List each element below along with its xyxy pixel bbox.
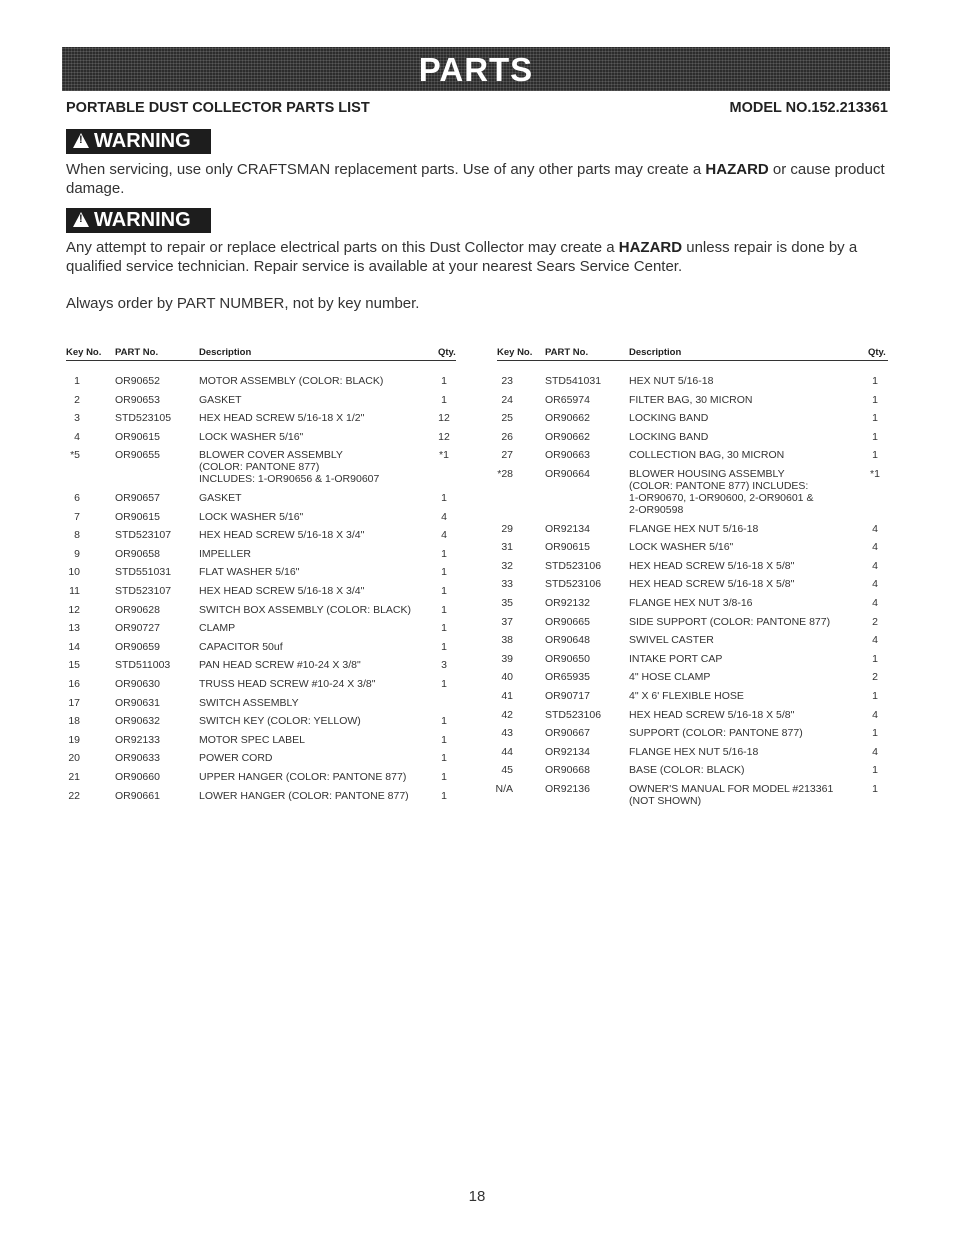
part-number: STD541031 xyxy=(545,375,602,387)
part-description: LOCKING BAND xyxy=(629,430,709,443)
part-number: OR90615 xyxy=(115,510,160,523)
part-description: LOCK WASHER 5/16" xyxy=(199,510,304,523)
part-number: OR90664 xyxy=(545,468,590,480)
quantity: 12 xyxy=(438,430,450,443)
key-number: *28 xyxy=(497,468,513,480)
key-number: 7 xyxy=(74,510,80,523)
part-description: HEX HEAD SCREW 5/16-18 X 5/8" xyxy=(629,578,795,591)
quantity: 4 xyxy=(872,745,878,758)
left-header-rule xyxy=(66,360,456,361)
part-number: OR90667 xyxy=(545,727,590,740)
quantity: 1 xyxy=(441,789,447,802)
key-number: 32 xyxy=(501,559,513,572)
left-header-key: Key No. xyxy=(66,347,102,358)
key-number: 37 xyxy=(501,615,513,628)
key-number: 22 xyxy=(68,789,80,802)
quantity: 1 xyxy=(441,771,447,783)
part-number: OR90662 xyxy=(545,412,590,425)
quantity: 1 xyxy=(441,375,447,387)
part-number: OR90655 xyxy=(115,449,160,462)
part-description: LOWER HANGER (COLOR: PANTONE 877) xyxy=(199,789,409,802)
quantity: 1 xyxy=(441,715,447,728)
quantity: 12 xyxy=(438,412,450,425)
key-number: 10 xyxy=(68,566,80,579)
quantity: 1 xyxy=(441,492,447,504)
part-description: BLOWER HOUSING ASSEMBLY xyxy=(629,468,785,480)
part-number: OR90660 xyxy=(115,771,160,783)
part-description: SIDE SUPPORT (COLOR: PANTONE 877) xyxy=(629,615,831,628)
left-header-qty: Qty. xyxy=(438,347,456,358)
part-number: OR90631 xyxy=(115,696,160,709)
part-number: OR92136 xyxy=(545,783,590,795)
part-number: OR92134 xyxy=(545,522,590,535)
part-description: FLANGE HEX NUT 5/16-18 xyxy=(629,745,759,758)
part-number: OR90628 xyxy=(115,603,160,616)
key-number: 18 xyxy=(68,715,80,728)
part-number: OR90662 xyxy=(545,430,590,443)
right-header-key: Key No. xyxy=(497,347,533,358)
key-number: 13 xyxy=(68,622,80,635)
part-description: HEX HEAD SCREW 5/16-18 X 5/8" xyxy=(629,708,795,721)
part-number: OR90653 xyxy=(115,393,160,406)
quantity: 1 xyxy=(441,585,447,597)
quantity: 4 xyxy=(872,634,878,647)
left-header-description: Description xyxy=(199,347,252,358)
page-number: 18 xyxy=(468,1188,486,1205)
quantity: 2 xyxy=(872,615,878,628)
quantity: 1 xyxy=(872,393,878,406)
part-number: STD523106 xyxy=(545,559,602,572)
quantity: 1 xyxy=(441,752,447,765)
quantity: 1 xyxy=(441,547,447,560)
key-number: 21 xyxy=(68,771,80,783)
key-number: 23 xyxy=(501,375,513,387)
key-number: 3 xyxy=(74,412,80,425)
right-header-description: Description xyxy=(629,347,682,358)
key-number: 1 xyxy=(74,375,80,387)
part-description: SWITCH ASSEMBLY xyxy=(199,696,299,709)
key-number: *5 xyxy=(70,449,80,462)
key-number: 8 xyxy=(74,529,80,542)
parts-banner xyxy=(62,47,890,91)
part-number: STD523107 xyxy=(115,529,172,542)
part-number: OR90717 xyxy=(545,690,590,702)
warning-text-1 xyxy=(66,160,896,198)
part-description: OWNER'S MANUAL FOR MODEL #213361 xyxy=(629,783,834,795)
part-description: UPPER HANGER (COLOR: PANTONE 877) xyxy=(199,771,407,783)
key-number: 15 xyxy=(68,659,80,672)
key-number: 2 xyxy=(74,393,80,406)
part-number: OR90657 xyxy=(115,492,160,504)
part-description: MOTOR SPEC LABEL xyxy=(199,733,306,746)
right-header-qty: Qty. xyxy=(868,347,886,358)
part-description: 1-OR90670, 1-OR90600, 2-OR90601 & xyxy=(629,492,814,504)
part-description: COLLECTION BAG, 30 MICRON xyxy=(629,449,785,462)
warning-triangle-icon xyxy=(73,212,89,227)
warning-text-part: unless repair is done by a qualified service technician. Repair service is available at your nearest Sears Service Center. xyxy=(66,239,858,275)
part-number: OR90652 xyxy=(115,375,160,387)
warning-triangle-icon xyxy=(73,133,89,148)
quantity: 4 xyxy=(872,708,878,721)
part-number: OR90615 xyxy=(545,541,590,554)
part-description: CLAMP xyxy=(199,622,236,635)
warning-badge-1 xyxy=(66,129,211,154)
key-number: 24 xyxy=(501,393,513,406)
part-number: OR90632 xyxy=(115,715,160,728)
quantity: 1 xyxy=(441,640,447,653)
part-description: HEX HEAD SCREW 5/16-18 X 3/4" xyxy=(199,529,365,542)
part-number: STD511003 xyxy=(115,659,171,672)
part-description: HEX HEAD SCREW 5/16-18 X 3/4" xyxy=(199,585,365,597)
part-description: IMPELLER xyxy=(199,547,251,560)
right-header-rule xyxy=(497,360,888,361)
part-description: HEX HEAD SCREW 5/16-18 X 1/2" xyxy=(199,412,365,425)
quantity: 4 xyxy=(441,529,447,542)
key-number: 31 xyxy=(501,541,513,554)
quantity: 1 xyxy=(441,566,447,579)
key-number: 38 xyxy=(501,634,513,647)
part-description: FLANGE HEX NUT 3/8-16 xyxy=(629,597,753,609)
part-description: PAN HEAD SCREW #10-24 X 3/8" xyxy=(199,659,361,672)
hazard-emphasis: HAZARD xyxy=(618,239,683,256)
part-number: OR90650 xyxy=(545,652,590,665)
part-description: INTAKE PORT CAP xyxy=(629,652,723,665)
quantity: 1 xyxy=(872,652,878,665)
quantity: 1 xyxy=(872,783,878,795)
warning-text-part: When servicing, use only CRAFTSMAN replacement parts. Use of any other parts may create a xyxy=(66,161,706,178)
warning-text-2 xyxy=(66,238,896,276)
quantity: 1 xyxy=(441,678,447,690)
warning-text-part: or cause product damage. xyxy=(66,161,885,197)
part-description: 4" X 6' FLEXIBLE HOSE xyxy=(629,690,744,702)
part-description: BLOWER COVER ASSEMBLY xyxy=(199,449,343,462)
key-number: 29 xyxy=(501,522,513,535)
quantity: 1 xyxy=(872,727,878,740)
quantity: 4 xyxy=(872,578,878,591)
part-number: OR92133 xyxy=(115,733,160,746)
quantity: 2 xyxy=(872,671,878,684)
part-number: STD523105 xyxy=(115,412,172,425)
part-number: OR90661 xyxy=(115,789,160,802)
key-number: N/A xyxy=(495,783,513,795)
quantity: 1 xyxy=(441,603,447,616)
part-description: (NOT SHOWN) xyxy=(629,795,702,807)
quantity: 1 xyxy=(441,393,447,406)
part-description: GASKET xyxy=(199,492,242,504)
key-number: 19 xyxy=(68,733,80,746)
part-number: OR65974 xyxy=(545,393,590,406)
quantity: 1 xyxy=(872,449,878,462)
part-description: FLANGE HEX NUT 5/16-18 xyxy=(629,522,759,535)
part-description: 2-OR90598 xyxy=(629,504,684,516)
part-description: BASE (COLOR: BLACK) xyxy=(629,764,745,777)
key-number: 14 xyxy=(68,640,80,653)
key-number: 25 xyxy=(501,412,513,425)
banner-title: PARTS xyxy=(418,51,534,88)
part-number: STD523107 xyxy=(115,585,172,597)
quantity: 4 xyxy=(872,597,878,609)
part-description: FLAT WASHER 5/16" xyxy=(199,566,300,579)
part-number: STD523106 xyxy=(545,578,602,591)
part-number: OR90658 xyxy=(115,547,160,560)
quantity: 4 xyxy=(441,510,447,523)
part-description: FILTER BAG, 30 MICRON xyxy=(629,393,753,406)
key-number: 11 xyxy=(69,585,80,597)
hazard-emphasis: HAZARD xyxy=(705,161,769,178)
part-description: LOCK WASHER 5/16" xyxy=(629,541,734,554)
quantity: 1 xyxy=(441,733,447,746)
part-description: LOCKING BAND xyxy=(629,412,709,425)
quantity: 4 xyxy=(872,559,878,572)
part-number: STD523106 xyxy=(545,708,602,721)
part-description: INCLUDES: 1-OR90656 & 1-OR90607 xyxy=(199,473,380,486)
part-description: LOCK WASHER 5/16" xyxy=(199,430,304,443)
quantity: 4 xyxy=(872,522,878,535)
quantity: 3 xyxy=(441,659,447,672)
key-number: 27 xyxy=(501,449,513,462)
model-number: MODEL NO.152.213361 xyxy=(729,100,888,116)
part-number: OR92134 xyxy=(545,745,590,758)
part-description: (COLOR: PANTONE 877) INCLUDES: xyxy=(629,480,809,492)
part-description: HEX HEAD SCREW 5/16-18 X 5/8" xyxy=(629,559,795,572)
key-number: 35 xyxy=(501,597,513,609)
key-number: 16 xyxy=(68,678,80,690)
part-description: 4" HOSE CLAMP xyxy=(629,671,711,684)
key-number: 9 xyxy=(74,547,80,560)
key-number: 43 xyxy=(501,727,513,740)
part-number: OR90659 xyxy=(115,640,160,653)
warning-label: WARNING xyxy=(94,130,191,152)
quantity: *1 xyxy=(870,468,880,480)
part-number: OR90727 xyxy=(115,622,160,635)
quantity: 1 xyxy=(872,430,878,443)
part-description: SWIVEL CASTER xyxy=(629,634,714,647)
quantity: 1 xyxy=(872,690,878,702)
quantity: 1 xyxy=(872,764,878,777)
part-number: OR90615 xyxy=(115,430,160,443)
quantity: *1 xyxy=(439,449,449,462)
key-number: 44 xyxy=(501,745,513,758)
left-header-part: PART No. xyxy=(115,347,159,358)
key-number: 33 xyxy=(501,578,513,591)
key-number: 40 xyxy=(501,671,513,684)
key-number: 41 xyxy=(501,690,513,702)
key-number: 45 xyxy=(501,764,513,777)
part-description: GASKET xyxy=(199,393,242,406)
part-description: TRUSS HEAD SCREW #10-24 X 3/8" xyxy=(199,678,376,690)
key-number: 4 xyxy=(74,430,80,443)
part-description: SWITCH KEY (COLOR: YELLOW) xyxy=(199,715,361,728)
key-number: 17 xyxy=(68,696,80,709)
part-number: OR90665 xyxy=(545,615,590,628)
warning-badge-2 xyxy=(66,208,211,233)
order-note: Always order by PART NUMBER, not by key number. xyxy=(66,295,420,312)
key-number: 42 xyxy=(501,708,513,721)
part-number: OR90663 xyxy=(545,449,590,462)
part-description: CAPACITOR 50uf xyxy=(199,640,283,653)
part-number: STD551031 xyxy=(115,566,172,579)
key-number: 6 xyxy=(74,492,80,504)
part-number: OR92132 xyxy=(545,597,590,609)
part-description: MOTOR ASSEMBLY (COLOR: BLACK) xyxy=(199,375,384,387)
quantity: 4 xyxy=(872,541,878,554)
part-description: POWER CORD xyxy=(199,752,273,765)
key-number: 39 xyxy=(501,652,513,665)
warning-label: WARNING xyxy=(94,209,191,231)
part-description: (COLOR: PANTONE 877) xyxy=(199,461,320,474)
quantity: 1 xyxy=(872,375,878,387)
part-description: SUPPORT (COLOR: PANTONE 877) xyxy=(629,727,803,740)
part-number: OR90630 xyxy=(115,678,160,690)
right-header-part: PART No. xyxy=(545,347,589,358)
quantity: 1 xyxy=(872,412,878,425)
warning-text-part: Any attempt to repair or replace electrical parts on this Dust Collector may create a xyxy=(66,239,619,256)
quantity: 1 xyxy=(441,622,447,635)
part-number: OR65935 xyxy=(545,671,590,684)
key-number: 12 xyxy=(68,603,80,616)
key-number: 20 xyxy=(68,752,80,765)
part-description: HEX NUT 5/16-18 xyxy=(629,375,714,387)
part-number: OR90633 xyxy=(115,752,160,765)
part-description: SWITCH BOX ASSEMBLY (COLOR: BLACK) xyxy=(199,603,411,616)
part-number: OR90668 xyxy=(545,764,590,777)
key-number: 26 xyxy=(501,430,513,443)
parts-list-title: PORTABLE DUST COLLECTOR PARTS LIST xyxy=(66,100,370,116)
part-number: OR90648 xyxy=(545,634,590,647)
